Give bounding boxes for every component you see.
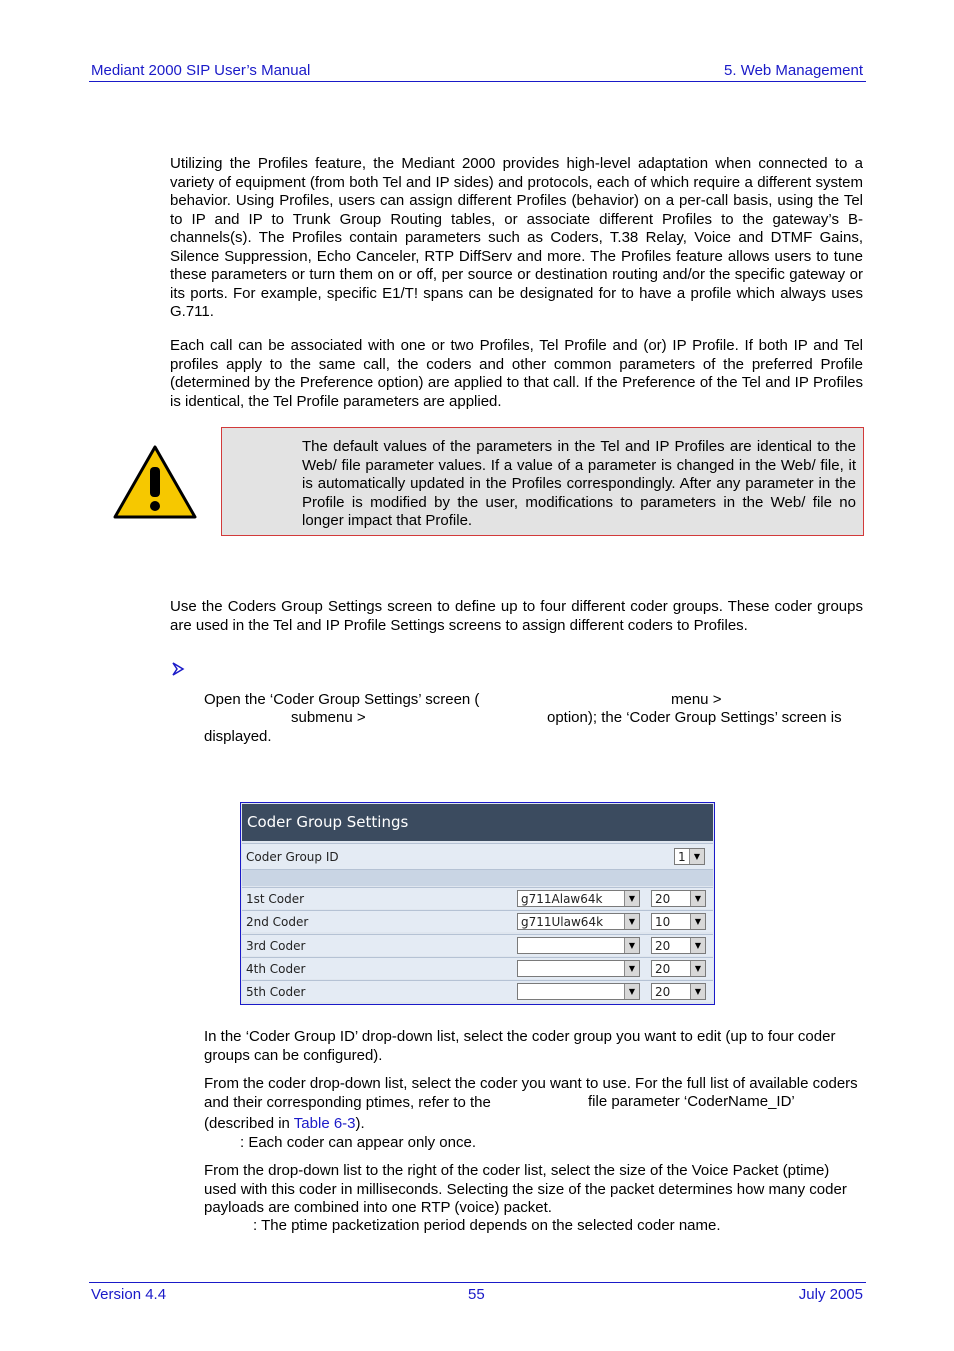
coder-select-1[interactable]: g711Alaw64k ▼	[517, 890, 640, 907]
ptime-select-2[interactable]: 10 ▼	[651, 913, 706, 930]
spacer-row	[242, 869, 713, 886]
coder-group-settings-screen	[240, 802, 715, 1005]
step1-text-c: submenu >	[291, 709, 366, 726]
step4-text: From the drop-down list to the right of the coder list, select the size of the Voice Packet (ptime) used with this coder in milliseconds. Selecting the size of the packet determines how many coder payloads are combined into one RTP (voice) packet.	[204, 1162, 847, 1216]
chevron-down-icon: ▼	[690, 891, 705, 906]
coder-group-id-select[interactable]: 1 ▼	[674, 848, 705, 865]
chevron-down-icon: ▼	[624, 914, 639, 929]
screen-title: Coder Group Settings	[242, 804, 713, 841]
coder-select-5[interactable]	[517, 983, 640, 1000]
chevron-down-icon: ▼	[624, 984, 639, 999]
step3-text-b: file parameter ‘CoderName_ID’	[588, 1093, 795, 1110]
chevron-down-icon: ▼	[690, 914, 705, 929]
step3-text-a: From the coder drop-down list, select the coder you want to use. For the full list of available coders and their corresponding ptimes, refer to the	[204, 1075, 858, 1111]
coder-group-id-row	[242, 843, 713, 869]
coder-row-5: 5th Coder ▼ 20 ▼	[242, 980, 713, 1002]
footer-date: July 2005	[798, 1286, 863, 1303]
coder-row-1: 1st Coder g711Alaw64k ▼ 20 ▼	[242, 887, 713, 909]
coder-row-3: 3rd Coder ▼ 20 ▼	[242, 934, 713, 956]
profile-association-paragraph: Each call can be associated with one or two Profiles, Tel Profile and (or) IP Profile. If both IP and Tel profiles apply to the same call, the coders and other common parameters of the preferred Profile (determined by the Preference option) are applied to that call. If the Preference of the Tel and IP Profiles is identical, the Tel Profile parameters are applied.	[170, 337, 863, 410]
chevron-down-icon: ▼	[624, 938, 639, 953]
step3-note: : Each coder can appear only once.	[240, 1134, 476, 1151]
ptime-select-5[interactable]: 20 ▼	[651, 983, 706, 1000]
step1-text-d: option); the ‘Coder Group Settings’ screen is	[547, 709, 842, 726]
step1-text-a: Open the ‘Coder Group Settings’ screen (	[204, 691, 480, 708]
chevron-down-icon: ▼	[624, 961, 639, 976]
warning-icon	[112, 444, 198, 520]
chevron-down-icon: ▼	[690, 984, 705, 999]
step3-text-c: (described in Table 6-3).	[204, 1115, 365, 1132]
note-box	[221, 427, 864, 536]
footer-rule	[89, 1282, 866, 1283]
step1-text-b: menu >	[671, 691, 722, 708]
coder-select-3[interactable]	[517, 937, 640, 954]
chevron-down-icon: ▼	[690, 938, 705, 953]
procedure-arrow-icon	[171, 662, 185, 676]
chevron-down-icon: ▼	[624, 891, 639, 906]
step4-note: : The ptime packetization period depends on the selected coder name.	[253, 1217, 721, 1234]
note-text: The default values of the parameters in the Tel and IP Profiles are identical to the Web/ file parameter values. If a value of a parameter is changed in the Web/ file, it is automatically updated in the Profiles correspondingly. After any parameter in the Profile is modified by the user, modifications to parameters in the Web/ file no longer impact that Profile.	[302, 438, 856, 529]
coder-group-intro-paragraph: Use the Coders Group Settings screen to define up to four different coder groups. These coder groups are used in the Tel and IP Profile Settings screens to assign different coders to Profiles.	[170, 598, 863, 634]
coder-row-4: 4th Coder ▼ 20 ▼	[242, 957, 713, 979]
coder-select-2[interactable]: g711Ulaw64k ▼	[517, 913, 640, 930]
coder-select-4[interactable]	[517, 960, 640, 977]
table-6-3-link[interactable]: Table 6-3	[293, 1115, 356, 1132]
footer-version: Version 4.4	[91, 1286, 167, 1303]
header-section-title: 5. Web Management	[724, 62, 863, 79]
header-manual-title: Mediant 2000 SIP User’s Manual	[91, 62, 311, 79]
chevron-down-icon: ▼	[689, 849, 704, 864]
step1-text-e: displayed.	[204, 728, 272, 745]
coder-group-id-label: Coder Group ID	[246, 850, 339, 864]
ptime-select-3[interactable]: 20 ▼	[651, 937, 706, 954]
ptime-select-1[interactable]: 20 ▼	[651, 890, 706, 907]
step2-text: In the ‘Coder Group ID’ drop-down list, select the coder group you want to edit (up to four coder groups can be configured).	[204, 1028, 836, 1064]
profiles-intro-paragraph: Utilizing the Profiles feature, the Mediant 2000 provides high-level adaptation when connected to a variety of equipment (from both Tel and IP sides) and protocols, each of which require a different system behavior. Using Profiles, users can assign different Profiles (behavior) on a per-call basis, using the Tel to IP and IP to Trunk Group Routing tables, or associate different Profiles to the gateway’s B-channels(s). The Profiles contain parameters such as Coders, T.38 Relay, Voice and DTMF Gains, Silence Suppression, Echo Canceler, RTP DiffServ and more. The Profiles feature allows users to tune these parameters or turn them on or off, per source or destination routing and/or the specific gateway or its ports. For example, specific E1/T! spans can be designated for to have a profile which always uses G.711.	[170, 155, 863, 320]
coder-row-2: 2nd Coder g711Ulaw64k ▼ 10 ▼	[242, 910, 713, 932]
footer-page-number: 55	[468, 1286, 485, 1303]
header-rule	[89, 81, 866, 82]
chevron-down-icon: ▼	[690, 961, 705, 976]
ptime-select-4[interactable]: 20 ▼	[651, 960, 706, 977]
